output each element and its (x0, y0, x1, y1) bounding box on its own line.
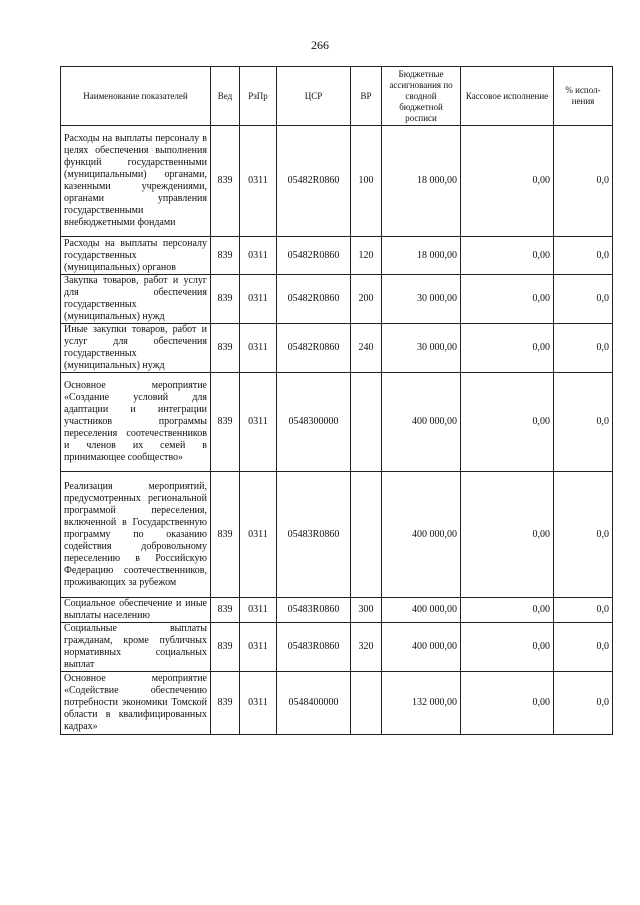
row-name: Расходы на выплаты персоналу в целях обеспечения выполнения функций государственными (муниципальными) органами, казенными учреждениями, органами управления государственными внебюджетными фондами (61, 126, 211, 237)
row-rzpr: 0311 (240, 126, 277, 237)
table-row (61, 324, 613, 373)
row-budget: 400 000,00 (382, 373, 461, 472)
row-name: Иные закупки товаров, работ и услуг для обеспечения государственных (муниципальных) нужд (61, 324, 211, 373)
table-row (61, 373, 613, 472)
row-percent: 0,0 (554, 598, 613, 623)
row-ved: 839 (211, 237, 240, 275)
row-ved: 839 (211, 672, 240, 735)
row-budget: 18 000,00 (382, 237, 461, 275)
budget-table (60, 66, 613, 735)
row-csr: 05482R0860 (277, 275, 351, 324)
row-cash: 0,00 (461, 324, 554, 373)
row-percent: 0,0 (554, 237, 613, 275)
col-header-cash: Кассовое исполнение (461, 67, 554, 126)
row-percent: 0,0 (554, 373, 613, 472)
row-vr: 200 (351, 275, 382, 324)
row-budget: 30 000,00 (382, 324, 461, 373)
row-percent: 0,0 (554, 623, 613, 672)
row-budget: 30 000,00 (382, 275, 461, 324)
col-header-csr: ЦСР (277, 67, 351, 126)
row-ved: 839 (211, 324, 240, 373)
table-row (61, 237, 613, 275)
row-cash: 0,00 (461, 672, 554, 735)
row-rzpr: 0311 (240, 324, 277, 373)
row-cash: 0,00 (461, 598, 554, 623)
row-name: Расходы на выплаты персоналу государственных (муниципальных) органов (61, 237, 211, 275)
row-csr: 05483R0860 (277, 598, 351, 623)
row-budget: 18 000,00 (382, 126, 461, 237)
row-percent: 0,0 (554, 126, 613, 237)
row-csr: 05482R0860 (277, 324, 351, 373)
table-row (61, 275, 613, 324)
row-vr: 100 (351, 126, 382, 237)
col-header-name: Наименование показателей (61, 67, 211, 126)
row-cash: 0,00 (461, 275, 554, 324)
row-vr: 300 (351, 598, 382, 623)
col-header-ved: Вед (211, 67, 240, 126)
page-number: 266 (311, 38, 329, 52)
row-cash: 0,00 (461, 623, 554, 672)
table-row (61, 472, 613, 598)
col-header-budget: Бюджетные ассигнования по сводной бюджетной росписи (382, 67, 461, 126)
row-ved: 839 (211, 126, 240, 237)
row-budget: 132 000,00 (382, 672, 461, 735)
row-percent: 0,0 (554, 324, 613, 373)
table-row (61, 126, 613, 237)
row-rzpr: 0311 (240, 373, 277, 472)
row-rzpr: 0311 (240, 598, 277, 623)
row-percent: 0,0 (554, 472, 613, 598)
row-percent: 0,0 (554, 672, 613, 735)
row-csr: 05482R0860 (277, 237, 351, 275)
row-vr (351, 672, 382, 735)
row-name: Основное мероприятие «Создание условий для адаптации и интеграции участников программы переселения соотечественников и членов их семей в принимающее сообщество» (61, 373, 211, 472)
row-name: Основное мероприятие «Содействие обеспечению потребности экономики Томской области в квалифицированных кадрах» (61, 672, 211, 735)
row-ved: 839 (211, 623, 240, 672)
row-ved: 839 (211, 472, 240, 598)
row-csr: 0548300000 (277, 373, 351, 472)
row-vr (351, 373, 382, 472)
row-name: Реализация мероприятий, предусмотренных региональной программой переселения, включенной в Государственную программу по оказанию содействия добровольному переселению в Российскую Федерацию соотечественников, проживающих за рубежом (61, 472, 211, 598)
row-percent: 0,0 (554, 275, 613, 324)
row-vr: 240 (351, 324, 382, 373)
row-vr (351, 472, 382, 598)
row-rzpr: 0311 (240, 237, 277, 275)
row-ved: 839 (211, 598, 240, 623)
row-cash: 0,00 (461, 126, 554, 237)
row-vr: 320 (351, 623, 382, 672)
table-row (61, 623, 613, 672)
row-ved: 839 (211, 275, 240, 324)
header-row (61, 67, 613, 126)
row-cash: 0,00 (461, 237, 554, 275)
col-header-vr: ВР (351, 67, 382, 126)
row-budget: 400 000,00 (382, 472, 461, 598)
row-cash: 0,00 (461, 373, 554, 472)
row-csr: 05482R0860 (277, 126, 351, 237)
row-csr: 05483R0860 (277, 623, 351, 672)
row-cash: 0,00 (461, 472, 554, 598)
row-budget: 400 000,00 (382, 623, 461, 672)
row-rzpr: 0311 (240, 472, 277, 598)
row-name: Социальное обеспечение и иные выплаты населению (61, 598, 211, 623)
row-rzpr: 0311 (240, 623, 277, 672)
row-rzpr: 0311 (240, 672, 277, 735)
table-row (61, 598, 613, 623)
row-rzpr: 0311 (240, 275, 277, 324)
row-ved: 839 (211, 373, 240, 472)
row-budget: 400 000,00 (382, 598, 461, 623)
row-name: Закупка товаров, работ и услуг для обеспечения государственных (муниципальных) нужд (61, 275, 211, 324)
row-vr: 120 (351, 237, 382, 275)
col-header-percent: % испол-нения (554, 67, 613, 126)
col-header-rzpr: РзПр (240, 67, 277, 126)
row-csr: 0548400000 (277, 672, 351, 735)
table-row (61, 672, 613, 735)
row-name: Социальные выплаты гражданам, кроме публичных нормативных социальных выплат (61, 623, 211, 672)
row-csr: 05483R0860 (277, 472, 351, 598)
